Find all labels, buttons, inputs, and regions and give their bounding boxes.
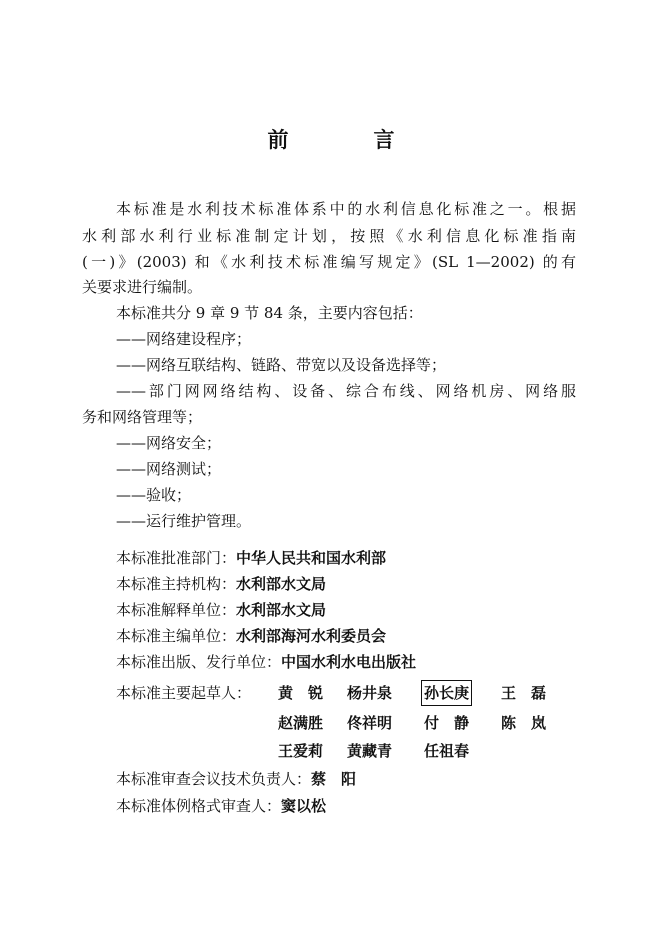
info-label: 本标准出版、发行单位： — [116, 653, 282, 671]
info-host — [116, 574, 326, 594]
drafter-name: 黄藏青 — [347, 742, 393, 760]
drafter-name: 王爱莉 — [278, 742, 324, 760]
drafter-name: 杨井泉 — [347, 684, 393, 702]
drafter-name: 佟祥明 — [347, 714, 393, 732]
drafter-name: 付 静 — [424, 714, 470, 732]
info-label: 本标准主编单位： — [116, 627, 237, 645]
info-value: 水利部水文局 — [236, 575, 327, 593]
review-lead-name: 蔡 阳 — [311, 770, 357, 788]
list-item: ——网络建设程序； — [116, 330, 252, 348]
info-label: 本标准批准部门： — [116, 549, 237, 567]
list-item: ——部门网网络结构、设备、综合布线、网络机房、网络服 — [116, 382, 576, 400]
list-item: ——运行维护管理。 — [116, 512, 252, 530]
intro-line-2: 水利部水利行业标准制定计划，按照《水利信息化标准指南 — [82, 227, 576, 245]
info-value: 中华人民共和国水利部 — [236, 549, 387, 567]
drafter-name: 陈 岚 — [501, 714, 547, 732]
drafter-name: 任祖春 — [424, 742, 470, 760]
list-item: ——网络互联结构、链路、带宽以及设备选择等； — [116, 356, 447, 374]
page-title: 前 言 — [267, 128, 427, 152]
format-reviewer-name: 窦以松 — [281, 797, 327, 815]
info-value: 中国水利水电出版社 — [281, 653, 417, 671]
intro-line-3: (一)》(2003) 和《水利技术标准编写规定》(SL 1—2002) 的有 — [82, 253, 576, 271]
list-item: 务和网络管理等； — [82, 408, 203, 426]
info-value: 水利部水文局 — [236, 601, 327, 619]
info-chief-editor — [116, 626, 386, 646]
info-approver — [116, 548, 386, 568]
drafter-name-highlighted: 孙长庚 — [424, 684, 470, 702]
review-lead — [116, 769, 356, 789]
drafter-name: 黄 锐 — [278, 684, 324, 702]
list-item: ——网络测试； — [116, 460, 222, 478]
info-interpreter — [116, 600, 326, 620]
list-item: ——网络安全； — [116, 434, 222, 452]
review-lead-label: 本标准审查会议技术负责人： — [116, 770, 312, 788]
format-reviewer — [116, 796, 326, 816]
list-item: ——验收； — [116, 486, 192, 504]
intro-line-4: 关要求进行编制。 — [82, 278, 203, 296]
info-value: 水利部海河水利委员会 — [236, 627, 387, 645]
drafters-label: 本标准主要起草人： — [116, 684, 252, 702]
format-reviewer-label: 本标准体例格式审查人： — [116, 797, 282, 815]
intro-line-1: 本标准是水利技术标准体系中的水利信息化标准之一。根据 — [116, 200, 576, 218]
info-label: 本标准主持机构： — [116, 575, 237, 593]
drafter-name: 赵满胜 — [278, 714, 324, 732]
info-publisher — [116, 652, 416, 672]
drafter-name: 王 磊 — [501, 684, 547, 702]
summary-line: 本标准共分 9 章 9 节 84 条，主要内容包括： — [116, 304, 423, 322]
info-label: 本标准解释单位： — [116, 601, 237, 619]
